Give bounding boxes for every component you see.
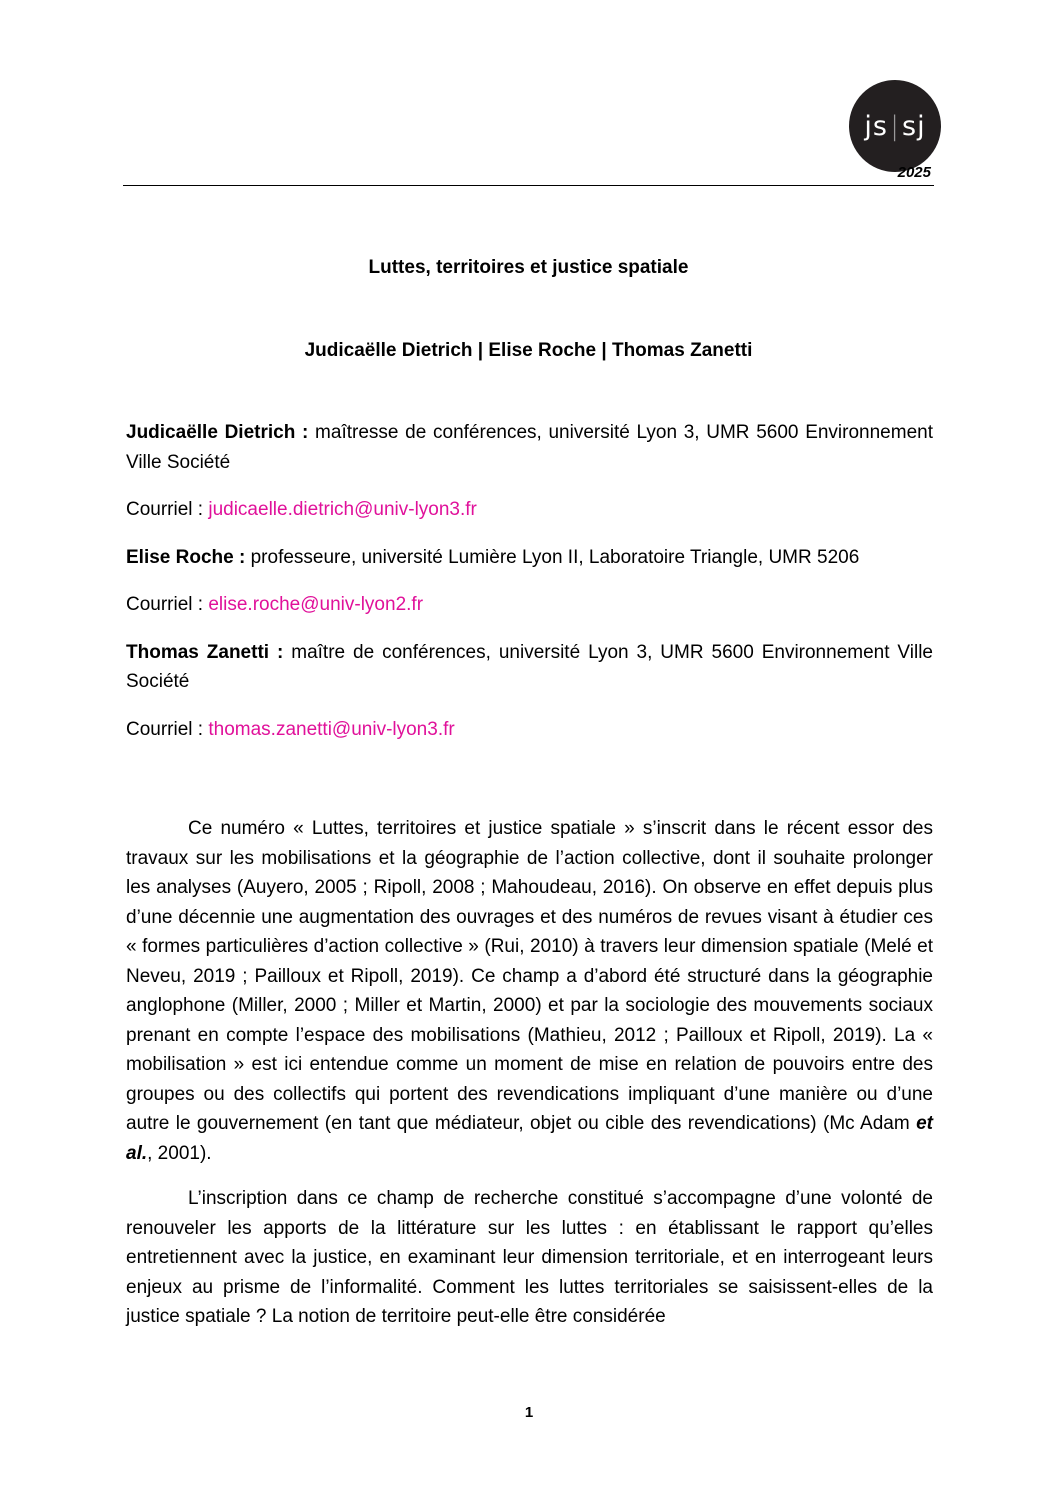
issue-year: 2025 <box>897 164 931 181</box>
email-link-zanetti[interactable]: thomas.zanetti@univ-lyon3.fr <box>208 718 455 740</box>
author-name: Judicaëlle Dietrich : <box>126 422 309 443</box>
article-title: Luttes, territoires et justice spatiale <box>368 257 689 278</box>
email-label: Courriel : <box>126 594 209 615</box>
authors-line: Judicaëlle Dietrich | Elise Roche | Thomas Zanetti <box>304 340 753 361</box>
author-name: Elise Roche : <box>126 546 246 568</box>
logo-left-text: js <box>864 110 888 142</box>
journal-logo <box>849 80 941 172</box>
affiliation-dietrich <box>126 418 933 477</box>
email-label: Courriel : <box>126 718 209 740</box>
email-line-roche <box>126 590 933 620</box>
author-detail: maître de conférences, université Lyon 3, UMR 5600 Environnement Ville Société <box>126 641 933 692</box>
email-link-dietrich[interactable]: judicaelle.dietrich@univ-lyon3.fr <box>208 499 477 520</box>
affiliation-zanetti <box>126 638 933 697</box>
logo-right-text: sj <box>902 110 926 142</box>
email-line-dietrich <box>126 495 933 525</box>
paragraph-text: Ce numéro « Luttes, territoires et justice spatiale » s’inscrit dans le récent essor des travaux sur les mobilisations et la géographie de l’action collective, dont il souhaite prolonger les analyses (Auyero, 2005 ; Ripoll, 2008 ; Mahoudeau, 2016). On observe en effet depuis plus d’une décennie une augmentation des ouvrages et des numéros de revues visant à étudier ces « formes particulières d’action collective » (Rui, 2010) à travers leur dimension spatiale (Melé et Neveu, 2019 ; Pailloux et Ripoll, 2019). Ce champ a d’abord été structuré dans la géographie anglophone (Miller, 2000 ; Miller et Martin, 2000) et par la sociologie des mouvements sociaux prenant en compte l’espace des mobilisations (Mathieu, 2012 ; Pailloux et Ripoll, 2019). La « mobilisation » est ici entendue comme un moment de mise en relation de pouvoirs entre des groupes ou des collectifs qui portent des revendications impliquant d’une manière ou d’une autre le gouvernement (en tant que médiateur, objet ou cible des revendications) (Mc Adam <box>126 818 933 1134</box>
email-line-zanetti <box>126 715 933 745</box>
section-gap <box>126 762 933 814</box>
body-paragraph-2: L’inscription dans ce champ de recherche constitué s’accompagne d’une volonté de renouveler les apports de la littérature sur les luttes : en établissant le rapport qu’elles entretiennent avec la justice, en examinant leur dimension territoriale, et en interrogeant leurs enjeux au prisme de l’informalité. Comment les luttes territoriales se saisissent-elles de la justice spatiale ? La notion de territoire peut-elle être considérée <box>126 1188 933 1327</box>
body-paragraph-1 <box>126 814 933 1168</box>
email-label: Courriel : <box>126 499 209 520</box>
author-detail: maîtresse de conférences, université Lyon 3, UMR 5600 Environnement Ville Société <box>126 422 933 473</box>
logo-separator: | <box>889 110 901 142</box>
header-rule <box>123 185 934 186</box>
paragraph-text-end: , 2001). <box>147 1142 212 1164</box>
affiliation-roche <box>126 543 933 573</box>
citation-italic: et al. <box>126 1113 933 1164</box>
email-link-roche[interactable]: elise.roche@univ-lyon2.fr <box>208 594 424 615</box>
article-content <box>126 418 933 1348</box>
author-name: Thomas Zanetti : <box>126 641 284 663</box>
author-detail: professeure, université Lumière Lyon II, Laboratoire Triangle, UMR 5206 <box>245 546 860 568</box>
page-number: 1 <box>524 1404 534 1421</box>
